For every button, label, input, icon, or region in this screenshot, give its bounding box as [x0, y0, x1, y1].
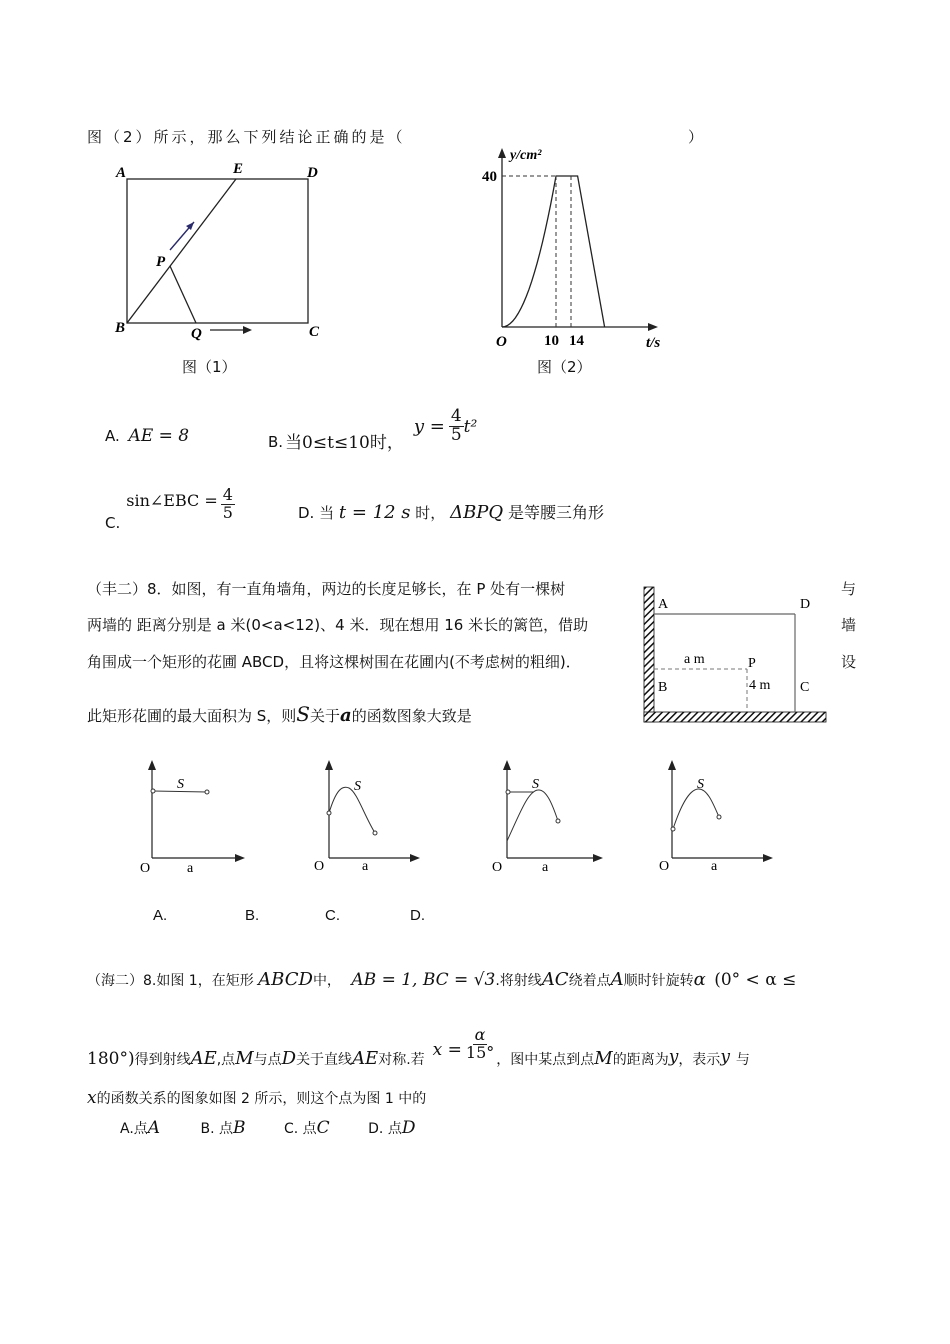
fenger-line-4: 此矩形花圃的最大面积为 S，则S关于a的函数图象大致是	[87, 702, 472, 726]
fig2-x-tick-14: 14	[569, 333, 584, 349]
haier-line-3: x的函数关系的图象如图 2 所示，则这个点为图 1 中的	[87, 1088, 427, 1108]
figure-1-rectangle	[100, 150, 340, 350]
fig2-curve	[502, 176, 605, 327]
svg-text:S: S	[532, 777, 539, 792]
figure-2-graph	[480, 140, 680, 355]
svg-text:a: a	[362, 859, 369, 874]
svg-text:O: O	[492, 860, 503, 875]
option-b-tail: t²	[463, 416, 478, 437]
haier-opt-c: C. 点	[283, 1121, 317, 1137]
option-b-prefix: 当0≤t≤10时，	[285, 433, 404, 453]
wall-4m-label: 4 m	[749, 678, 771, 693]
option-d	[298, 500, 604, 523]
haier-opt-d: D. 点	[368, 1121, 402, 1137]
option-c-fraction: $\frac{4}{5}$	[222, 484, 233, 522]
svg-text:S: S	[354, 779, 361, 794]
fig2-origin: O	[496, 334, 507, 350]
point-B-label: B	[115, 320, 126, 336]
wall-am-label: a m	[684, 652, 705, 667]
option-a	[105, 426, 189, 446]
point-D-label: D	[307, 165, 318, 181]
question-intro: 图（2）所示，那么下列结论正确的是（	[87, 128, 406, 146]
svg-text:O: O	[140, 861, 151, 876]
point-A-label: A	[116, 165, 127, 181]
fenger-line-2-end: 墙	[841, 616, 857, 634]
option-c	[105, 476, 235, 532]
fenger-line-1: （丰二）8．如图，有一直角墙角，两边的长度足够长，在 P 处有一棵树	[87, 580, 566, 598]
graph-choice-a	[125, 755, 255, 880]
point-C-label: C	[309, 324, 320, 340]
option-b-lhs: y =	[413, 416, 445, 437]
wall-C-label: C	[800, 680, 810, 695]
graph-choice-d	[645, 755, 780, 880]
option-d-tail: 是等腰三角形	[507, 503, 604, 522]
choice-d-label: D.	[410, 907, 425, 924]
option-c-label: C.	[105, 514, 121, 532]
x-fraction: $\frac{\alpha}{15^\circ}$	[465, 1025, 495, 1062]
choice-b-label: B.	[245, 907, 260, 924]
option-b-fraction: $\frac{4}{5}$	[450, 406, 462, 445]
option-b-label: B.	[268, 432, 284, 451]
haier-line-1: （海二）8.如图 1，在矩形 ABCD中， AB = 1, BC = √3.将射线AC绕着点A顺时针旋转α (0° < α ≤	[87, 969, 797, 990]
wall-D-label: D	[800, 597, 811, 612]
point-E-label: E	[233, 161, 244, 177]
svg-text:a: a	[542, 860, 549, 875]
option-d-label: D. 当	[298, 504, 335, 522]
option-d-triangle: ΔBPQ	[450, 502, 504, 523]
wall-P-label: P	[748, 656, 756, 671]
fig2-y-tick-40: 40	[482, 169, 497, 185]
figure-1-caption: 图（1）	[182, 358, 237, 376]
point-Q-label: Q	[191, 326, 202, 342]
option-a-math: AE = 8	[128, 426, 190, 446]
graph-choice-c	[480, 755, 615, 880]
close-paren: ）	[688, 128, 704, 146]
fenger-line-3-end: 设	[841, 653, 857, 671]
fig2-x-tick-10: 10	[544, 333, 559, 349]
haier-line-2: 180°) 得到射线 AE ,点 M 与点 D 关于直线 AE 对称.若 x = $\frac{\alpha}{15^\circ}$ ，图中某点到点 M 的距离为 y ，表示 y 与	[87, 1025, 750, 1069]
option-d-mid: 时，	[415, 504, 446, 522]
svg-text:S: S	[697, 777, 704, 792]
option-c-lhs: sin∠EBC =	[126, 490, 218, 510]
haier-options: A.点A B. 点B C. 点C D. 点D	[120, 1118, 416, 1138]
svg-text:O: O	[659, 859, 670, 874]
svg-text:a: a	[187, 861, 194, 876]
choice-a-label: A.	[153, 907, 168, 924]
option-a-label: A.	[105, 427, 120, 445]
choice-c-label: C.	[325, 907, 340, 924]
fig2-xlabel: t/s	[646, 335, 661, 351]
fenger-line-2: 两墙的 距离分别是 a 米(0<a<12)、4 米．现在想用 16 米长的篱笆，借助	[87, 616, 589, 634]
figure-2-caption: 图（2）	[537, 358, 592, 376]
option-d-math: t = 12 s	[338, 502, 411, 523]
fig2-ylabel: y/cm²	[510, 148, 542, 163]
option-b	[268, 400, 477, 453]
wall-B-label: B	[658, 680, 668, 695]
wall-corner-figure	[640, 585, 830, 725]
svg-text:O: O	[314, 859, 325, 874]
fenger-line-1-end: 与	[841, 580, 857, 598]
svg-text:S: S	[177, 777, 184, 792]
fenger-line-3: 角围成一个矩形的花圃 ABCD，且将这棵树围在花圃内(不考虑树的粗细)．	[87, 653, 581, 671]
haier-opt-a: A.点	[120, 1121, 148, 1137]
haier-opt-b: B. 点	[200, 1121, 234, 1137]
graph-choice-b	[302, 755, 432, 880]
wall-A-label: A	[658, 597, 669, 612]
point-P-label: P	[156, 254, 166, 270]
svg-text:a: a	[711, 859, 718, 874]
